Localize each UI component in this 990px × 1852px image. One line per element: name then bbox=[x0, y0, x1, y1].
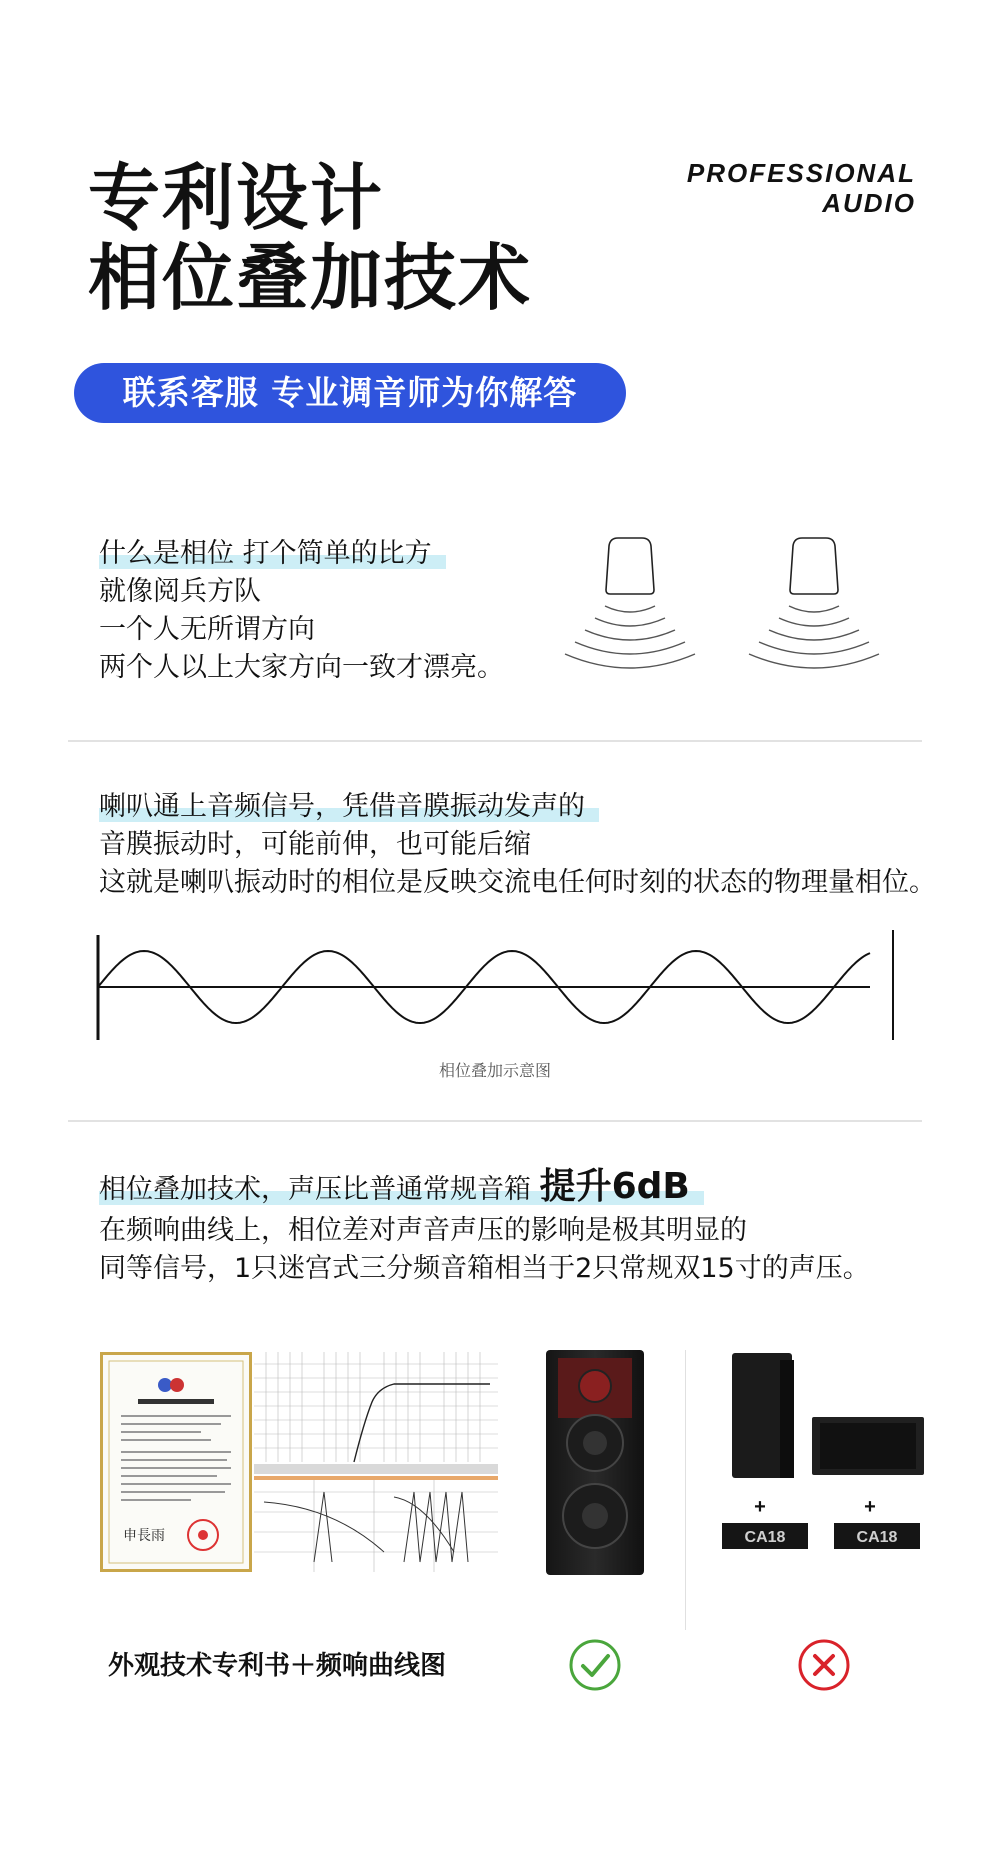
maze-speaker-image bbox=[544, 1348, 646, 1580]
speaker-icon-left bbox=[606, 538, 654, 594]
phase-wave-diagram bbox=[90, 925, 900, 1045]
check-icon bbox=[567, 1637, 623, 1693]
section2-line2: 音膜振动时，可能前伸，也可能后缩 bbox=[99, 829, 531, 860]
brand-logo bbox=[687, 158, 916, 218]
section3-line3: 同等信号，1只迷宫式三分频音箱相当于2只常规双15寸的声压。 bbox=[99, 1253, 870, 1284]
section-divider-1 bbox=[68, 740, 922, 742]
sound-wave-icon-right bbox=[749, 606, 879, 668]
page-title-line2: 相位叠加技术 bbox=[88, 236, 533, 320]
section2-line1: 喇叭通上音频信号，凭借音膜振动发声的 bbox=[99, 788, 599, 826]
amp-label-right: CA18 bbox=[856, 1529, 898, 1546]
conventional-speakers-image bbox=[720, 1345, 930, 1560]
section1-line3: 一个人无所谓方向 bbox=[99, 614, 315, 645]
plus-sign-left: + bbox=[754, 1496, 766, 1518]
section2-line3: 这就是喇叭振动时的相位是反映交流电任何时刻的状态的物理量相位。 bbox=[99, 867, 936, 898]
page-title-line1: 专利设计 bbox=[88, 156, 385, 240]
brand-line1: PROFESSIONAL bbox=[686, 158, 916, 188]
svg-text:申長雨: 申長雨 bbox=[123, 1528, 165, 1544]
bottom-caption: 外观技术专利书＋频响曲线图 bbox=[108, 1651, 447, 1681]
brand-line2: AUDIO bbox=[822, 188, 916, 218]
section3-line1: 相位叠加技术，声压比普通常规音箱 提升6dB bbox=[99, 1168, 704, 1209]
chart-toolbar bbox=[254, 1464, 498, 1474]
cross-icon bbox=[796, 1637, 852, 1693]
speaker-wave-icons bbox=[550, 528, 910, 698]
amp-label-left: CA18 bbox=[744, 1529, 786, 1546]
comparison-divider bbox=[685, 1350, 686, 1630]
plus-sign-right: + bbox=[864, 1496, 876, 1518]
section3-line2: 在频响曲线上，相位差对声音声压的影响是极其明显的 bbox=[99, 1215, 747, 1246]
wave-caption: 相位叠加示意图 bbox=[438, 1061, 551, 1080]
contact-service-button[interactable]: 联系客服 专业调音师为你解答 bbox=[74, 363, 626, 423]
emphasis-6db: 提升6dB bbox=[539, 1166, 690, 1207]
section1-line2: 就像阅兵方队 bbox=[99, 576, 261, 607]
section1-line4: 两个人以上大家方向一致才漂亮。 bbox=[99, 652, 504, 683]
section1-line1: 什么是相位 打个简单的比方 bbox=[99, 535, 446, 573]
patent-certificate-image bbox=[100, 1352, 252, 1572]
frequency-response-chart-image bbox=[254, 1352, 498, 1572]
section-divider-2 bbox=[68, 1120, 922, 1122]
certificate-graphic bbox=[103, 1355, 249, 1569]
speaker-icon-right bbox=[790, 538, 838, 594]
sound-wave-icon-left bbox=[565, 606, 695, 668]
